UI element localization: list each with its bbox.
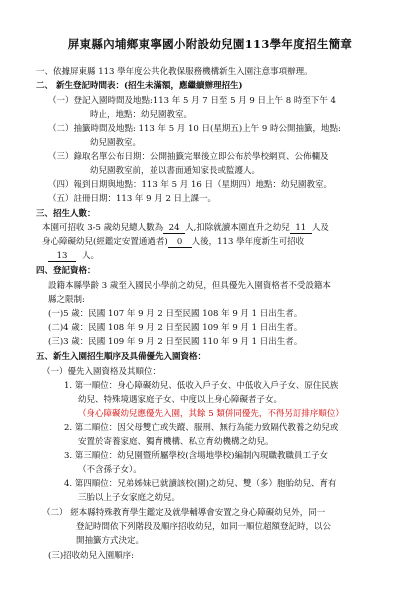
sec3-line-1: 本園可招收 3-5 歲幼兒總人數為 24 人,扣除就讀本園直升之幼兒 11 人及	[42, 223, 329, 233]
section-2-heading: 二、 新生登記時間表：(招生未滿額，應繼續辦理招生)	[36, 81, 243, 91]
new-student-quota-value: 13	[48, 251, 76, 262]
sec5-sub-2-line-1: （二） 經本縣特殊教育學生鑑定及就學輔導會安置之身心障礙幼兒外，同一	[42, 508, 326, 518]
priority-1-line-1: 1. 第一順位：身心障礙幼兒、低收入戶子女、中低收入戶子女、原住民族	[64, 381, 339, 391]
priority-1-note: （身心障礙幼兒應優先入園，其餘 5 類併同優先，不得另訂排序順位）	[78, 409, 344, 419]
section-3-heading: 三、招生人數：	[36, 209, 96, 219]
document-title: 屏東縣內埔鄉東寧國小附設幼兒園113學年度招生簡章	[67, 37, 353, 51]
total-capacity-value: 24	[163, 223, 185, 234]
priority-1-line-2: 幼兒、特殊境遇家庭子女、中度以上身心障礙者子女。	[78, 395, 283, 405]
sec2-item-2-line-1: （二）抽籤時間及地點: 113 年 5 月 10 日(星期五)上午 9 時公開抽籤，地點:	[48, 124, 341, 134]
sec2-item-1-line-2: 時止，地點：幼兒園教室。	[90, 110, 193, 120]
sec4-desc-line-2: 縣之限制:	[48, 295, 85, 305]
sec4-desc-line-1: 設籍本縣學齡 3 歲至入國民小學前之幼兒，但具優先入園資格者不受設籍本	[48, 281, 331, 291]
sec2-item-4: （四）報到日期與地點：113 年 5 月 16 日（星期四）地點：幼兒園教室。	[48, 180, 332, 190]
sec5-sub-3: (三)招收幼兒入園順序:	[48, 551, 134, 561]
disabled-students-value: 0	[168, 237, 192, 248]
section-4-heading: 四、登記資格：	[36, 266, 96, 276]
sec2-item-1-line-1: （一）登記入園時間及地點:113 年 5 月 7 日至 5 月 9 日上午 8 時至下午 4	[48, 96, 336, 106]
age-3-line: (三)3 歲：民國 109 年 9 月 2 日至民國 110 年 9 月 1 日出生者。	[48, 337, 303, 347]
sec5-sub-2-line-2: 登記時間依下列階段及順序招收幼兒，如同一順位超額登記時，以公	[76, 522, 332, 532]
intro-line: 一、依據屏東縣 113 學年度公共化教保服務機構新生入園注意事項辦理。	[36, 67, 313, 77]
sec5-sub-1: （一）優先入園資格及其順位：	[42, 367, 162, 377]
sec5-sub-2-line-3: 開抽籤方式決定。	[76, 536, 145, 546]
age-4-line: (二)4 歲：民國 108 年 9 月 2 日至民國 109 年 9 月 1 日出生者。	[48, 323, 303, 333]
priority-2-line-1: 2. 第二順位：因父母雙亡或失蹤、服刑、無行為能力致隔代教養之幼兒或	[64, 423, 339, 433]
section-5-heading: 五、新生入園招生順序及具備優先入園資格：	[36, 352, 207, 362]
priority-4-line-1: 4. 第四順位：兄弟姊妹已就讀該校(園)之幼兒、雙（多）胞胎幼兒、育有	[64, 479, 337, 489]
age-5-line: (一)5 歲：民國 107 年 9 月 2 日至民國 108 年 9 月 1 日出生者。	[48, 309, 303, 319]
sec2-item-2-line-2: 幼兒園教室。	[90, 138, 142, 148]
priority-2-line-2: 安置於寄養家庭、獨育機構、私立育幼機構之幼兒。	[78, 437, 274, 447]
priority-4-line-2: 三胎以上子女家庭之幼兒。	[78, 493, 181, 503]
sec2-item-5: （五）註冊日期：113 年 9 月 2 日上課一。	[48, 194, 217, 204]
priority-3-line-1: 3. 第三順位：幼兒園暨所屬學校(含場地學校)編制內現職教職員工子女	[64, 451, 328, 461]
sec2-item-3-line-2: 幼兒園教室前，並以書面通知家長或監護人。	[90, 166, 261, 176]
sec2-item-3-line-1: （三）錄取名單公布日期：公開抽籤完畢後立即公布於學校網頁、公佈欄及	[48, 152, 329, 162]
continuing-students-value: 11	[290, 223, 312, 234]
sec3-line-2: 身心障礙幼兒(經鑑定安置通過者) 0 人後，113 學年度新生可招收	[42, 237, 305, 247]
sec3-line-3: 13 人。	[42, 250, 99, 263]
priority-3-line-2: （不含孫子女）。	[78, 465, 142, 475]
